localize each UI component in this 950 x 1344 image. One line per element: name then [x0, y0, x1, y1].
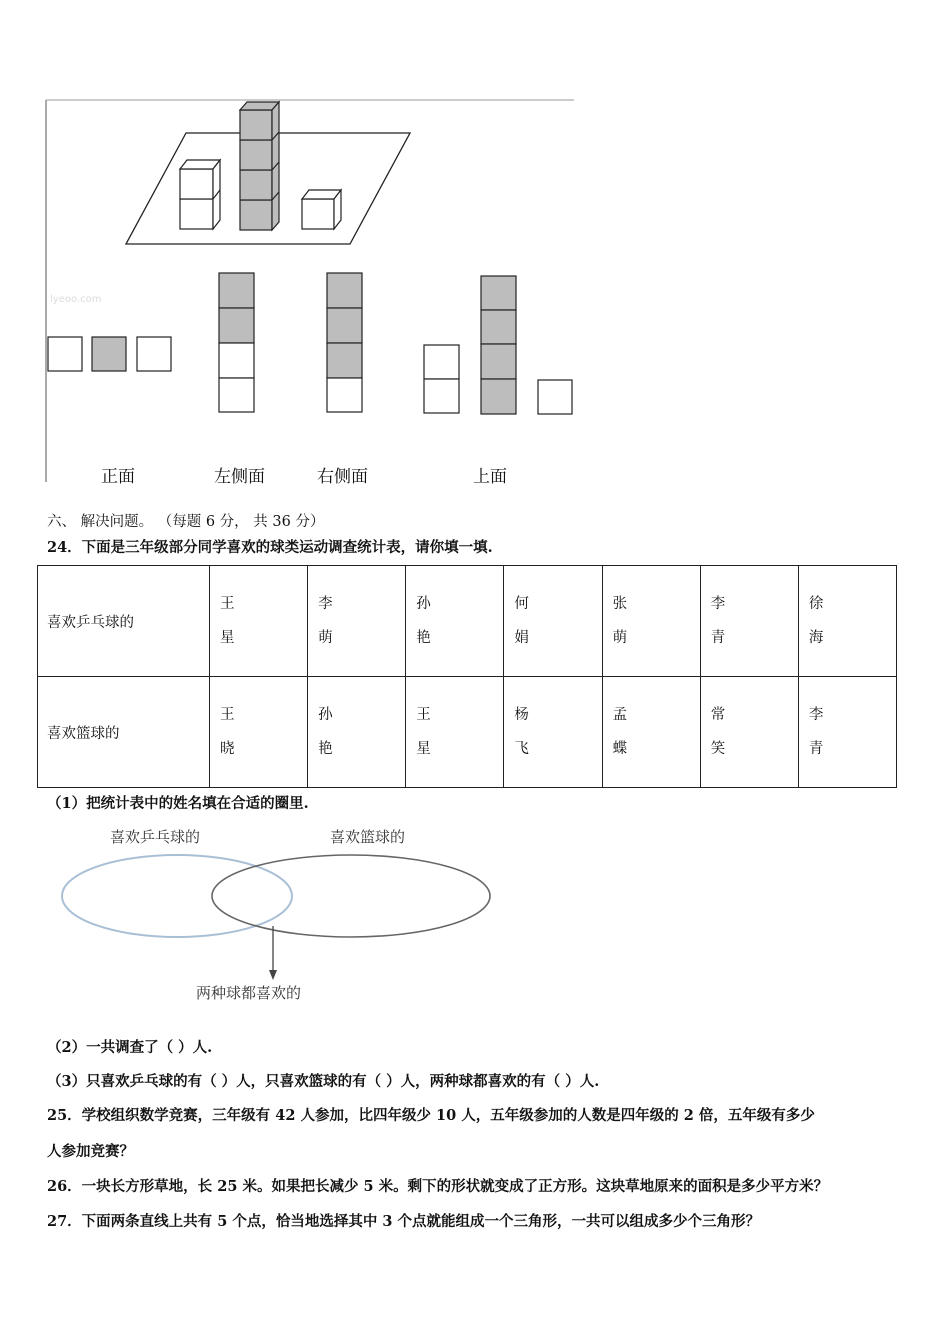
top-view: [424, 276, 572, 414]
cube-stack-right: [302, 190, 341, 229]
q24-sub1: （1）把统计表中的姓名填在合适的圈里.: [47, 795, 309, 812]
top-view-label: 上面: [473, 467, 507, 487]
front-view: [48, 337, 171, 371]
cube-stack-middle: [240, 102, 279, 230]
venn-diagram: [50, 840, 510, 990]
survey-table: [37, 565, 897, 788]
name-cell: 李 青: [798, 677, 896, 788]
name-cell: 王 晓: [210, 677, 308, 788]
left-view-label: 左侧面: [214, 467, 265, 487]
q24-sub3: （3）只喜欢乒乓球的有（ ）人，只喜欢篮球的有（ ）人，两种球都喜欢的有（ ）人.: [47, 1073, 600, 1090]
name-cell: 孙 艳: [406, 566, 504, 677]
cube-stack-left: [180, 160, 220, 229]
name-cell: 徐 海: [798, 566, 896, 677]
name-cell: 张 萌: [602, 566, 700, 677]
section-title: 六、 解决问题。 （每题 6 分， 共 36 分）: [47, 514, 325, 530]
right-side-view: [327, 273, 362, 412]
q24-sub2: （2）一共调查了（ ）人.: [47, 1039, 213, 1056]
q25-line1: 25．学校组织数学竞赛，三年级有 42 人参加，比四年级少 10 人，五年级参加的人数是四年级的 2 倍，五年级有多少: [47, 1107, 815, 1124]
name-cell: 李 青: [700, 566, 798, 677]
table-row: [38, 566, 897, 677]
name-cell: 王 星: [406, 677, 504, 788]
venn-circle-pingpong: [62, 855, 292, 937]
q25-line2: 人参加竞赛？: [47, 1143, 134, 1160]
q27-text: 27．下面两条直线上共有 5 个点，恰当地选择其中 3 个点就能组成一个三角形，一共可以组成多少个三角形？: [47, 1213, 761, 1230]
venn-left-label: 喜欢乒乓球的: [110, 828, 201, 846]
name-cell: 何 娟: [504, 566, 602, 677]
name-cell: 孟 蝶: [602, 677, 700, 788]
venn-right-label: 喜欢篮球的: [330, 828, 406, 846]
watermark: lyeoo.com: [50, 294, 102, 305]
table-row: [38, 677, 897, 788]
row-header-basketball: 喜欢篮球的: [38, 677, 210, 788]
right-view-label: 右侧面: [317, 467, 368, 487]
q26-text: 26．一块长方形草地，长 25 米。如果把长减少 5 米。剩下的形状就变成了正方形。这块草地原来的面积是多少平方米？: [47, 1178, 829, 1195]
venn-both-label: 两种球都喜欢的: [196, 984, 302, 1002]
left-side-view: [219, 273, 254, 412]
cube-views-figure: [0, 0, 950, 500]
row-header-pingpong: 喜欢乒乓球的: [38, 566, 210, 677]
q24-text: 24．下面是三年级部分同学喜欢的球类运动调查统计表，请你填一填.: [47, 539, 493, 556]
name-cell: 孙 艳: [308, 677, 406, 788]
front-view-label: 正面: [101, 467, 135, 487]
venn-pointer-arrow: [269, 970, 277, 980]
name-cell: 李 萌: [308, 566, 406, 677]
name-cell: 王 星: [210, 566, 308, 677]
name-cell: 杨 飞: [504, 677, 602, 788]
venn-circle-basketball: [212, 855, 490, 937]
name-cell: 常 笑: [700, 677, 798, 788]
